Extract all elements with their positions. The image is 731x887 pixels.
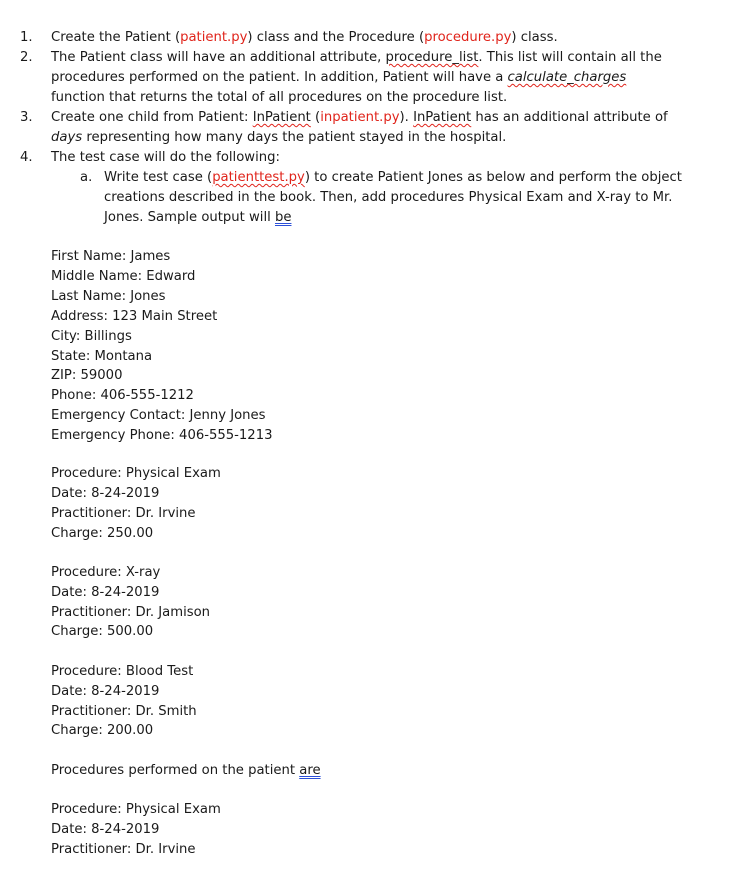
list-marker-2: 2. [20, 50, 33, 65]
instruction-2-line-2 [51, 68, 626, 88]
instruction-1 [51, 28, 558, 48]
grammar-flag-are: are [299, 763, 321, 778]
instruction-3-line-2 [51, 128, 506, 148]
patient-line: First Name: James [51, 249, 171, 264]
instruction-4: The test case will do the following: [51, 150, 280, 165]
patient-line: Address: 123 Main Street [51, 309, 218, 324]
text: Create one child from Patient: [51, 110, 253, 125]
filename-patienttest: patienttest.py [212, 170, 305, 185]
patient-line: State: Montana [51, 349, 153, 364]
procedure-line: Charge: 250.00 [51, 526, 154, 541]
filename-inpatient: inpatient.py [320, 110, 400, 125]
patient-line: Last Name: Jones [51, 289, 166, 304]
performed-line: Date: 8-24-2019 [51, 822, 160, 837]
term-days: days [51, 130, 83, 145]
patient-line: Phone: 406-555-1212 [51, 388, 194, 403]
text: ) to create Patient Jones as below and perform the object [304, 170, 682, 185]
list-marker-3: 3. [20, 110, 33, 125]
procedure-line: Date: 8-24-2019 [51, 684, 160, 699]
sub-a-line-1 [104, 168, 682, 188]
text: . This list will contain all the [478, 50, 662, 65]
performed-line: Practitioner: Dr. Irvine [51, 842, 196, 857]
text: Jones. Sample output will [104, 210, 275, 225]
procedure-line: Practitioner: Dr. Smith [51, 704, 197, 719]
text: ). [399, 110, 414, 125]
text: ( [310, 110, 321, 125]
procedure-line: Charge: 500.00 [51, 624, 154, 639]
attribute-procedure-list: procedure_list [385, 50, 479, 65]
instruction-2-line-1 [51, 48, 662, 68]
patient-line: ZIP: 59000 [51, 368, 123, 383]
class-inpatient: InPatient [252, 110, 311, 125]
text: representing how many days the patient stayed in the hospital. [82, 130, 507, 145]
grammar-flag-be: be [274, 210, 292, 225]
filename-patient: patient.py [180, 30, 248, 45]
text: ) class and the Procedure ( [247, 30, 425, 45]
instruction-3-line-1 [51, 108, 668, 128]
text: ) class. [511, 30, 558, 45]
procedure-line: Date: 8-24-2019 [51, 486, 160, 501]
text: has an additional attribute of [471, 110, 668, 125]
patient-line: Middle Name: Edward [51, 269, 196, 284]
procedure-line: Charge: 200.00 [51, 723, 154, 738]
function-calculate-charges: calculate_charges [507, 70, 627, 85]
performed-heading [51, 761, 321, 781]
sub-a-line-2: creations described in the book. Then, add procedures Physical Exam and X-ray to Mr. [104, 190, 673, 205]
procedure-line: Practitioner: Dr. Jamison [51, 605, 211, 620]
performed-line: Procedure: Physical Exam [51, 802, 221, 817]
list-marker-1: 1. [20, 30, 33, 45]
sub-marker-a: a. [80, 170, 93, 185]
patient-line: Emergency Contact: Jenny Jones [51, 408, 266, 423]
procedure-line: Procedure: Physical Exam [51, 466, 221, 481]
text: Create the Patient ( [51, 30, 181, 45]
procedure-line: Procedure: Blood Test [51, 664, 194, 679]
filename-procedure: procedure.py [424, 30, 512, 45]
instruction-2-line-3: function that returns the total of all procedures on the procedure list. [51, 90, 508, 105]
patient-line: Emergency Phone: 406-555-1213 [51, 428, 273, 443]
procedure-line: Procedure: X-ray [51, 565, 161, 580]
text: procedures performed on the patient. In addition, Patient will have a [51, 70, 508, 85]
sub-a-line-3 [104, 208, 291, 228]
list-marker-4: 4. [20, 150, 33, 165]
procedure-line: Date: 8-24-2019 [51, 585, 160, 600]
patient-line: City: Billings [51, 329, 132, 344]
class-inpatient-2: InPatient [413, 110, 472, 125]
text: Write test case ( [104, 170, 213, 185]
text: Procedures performed on the patient [51, 763, 300, 778]
text: The Patient class will have an additional attribute, [51, 50, 386, 65]
procedure-line: Practitioner: Dr. Irvine [51, 506, 196, 521]
